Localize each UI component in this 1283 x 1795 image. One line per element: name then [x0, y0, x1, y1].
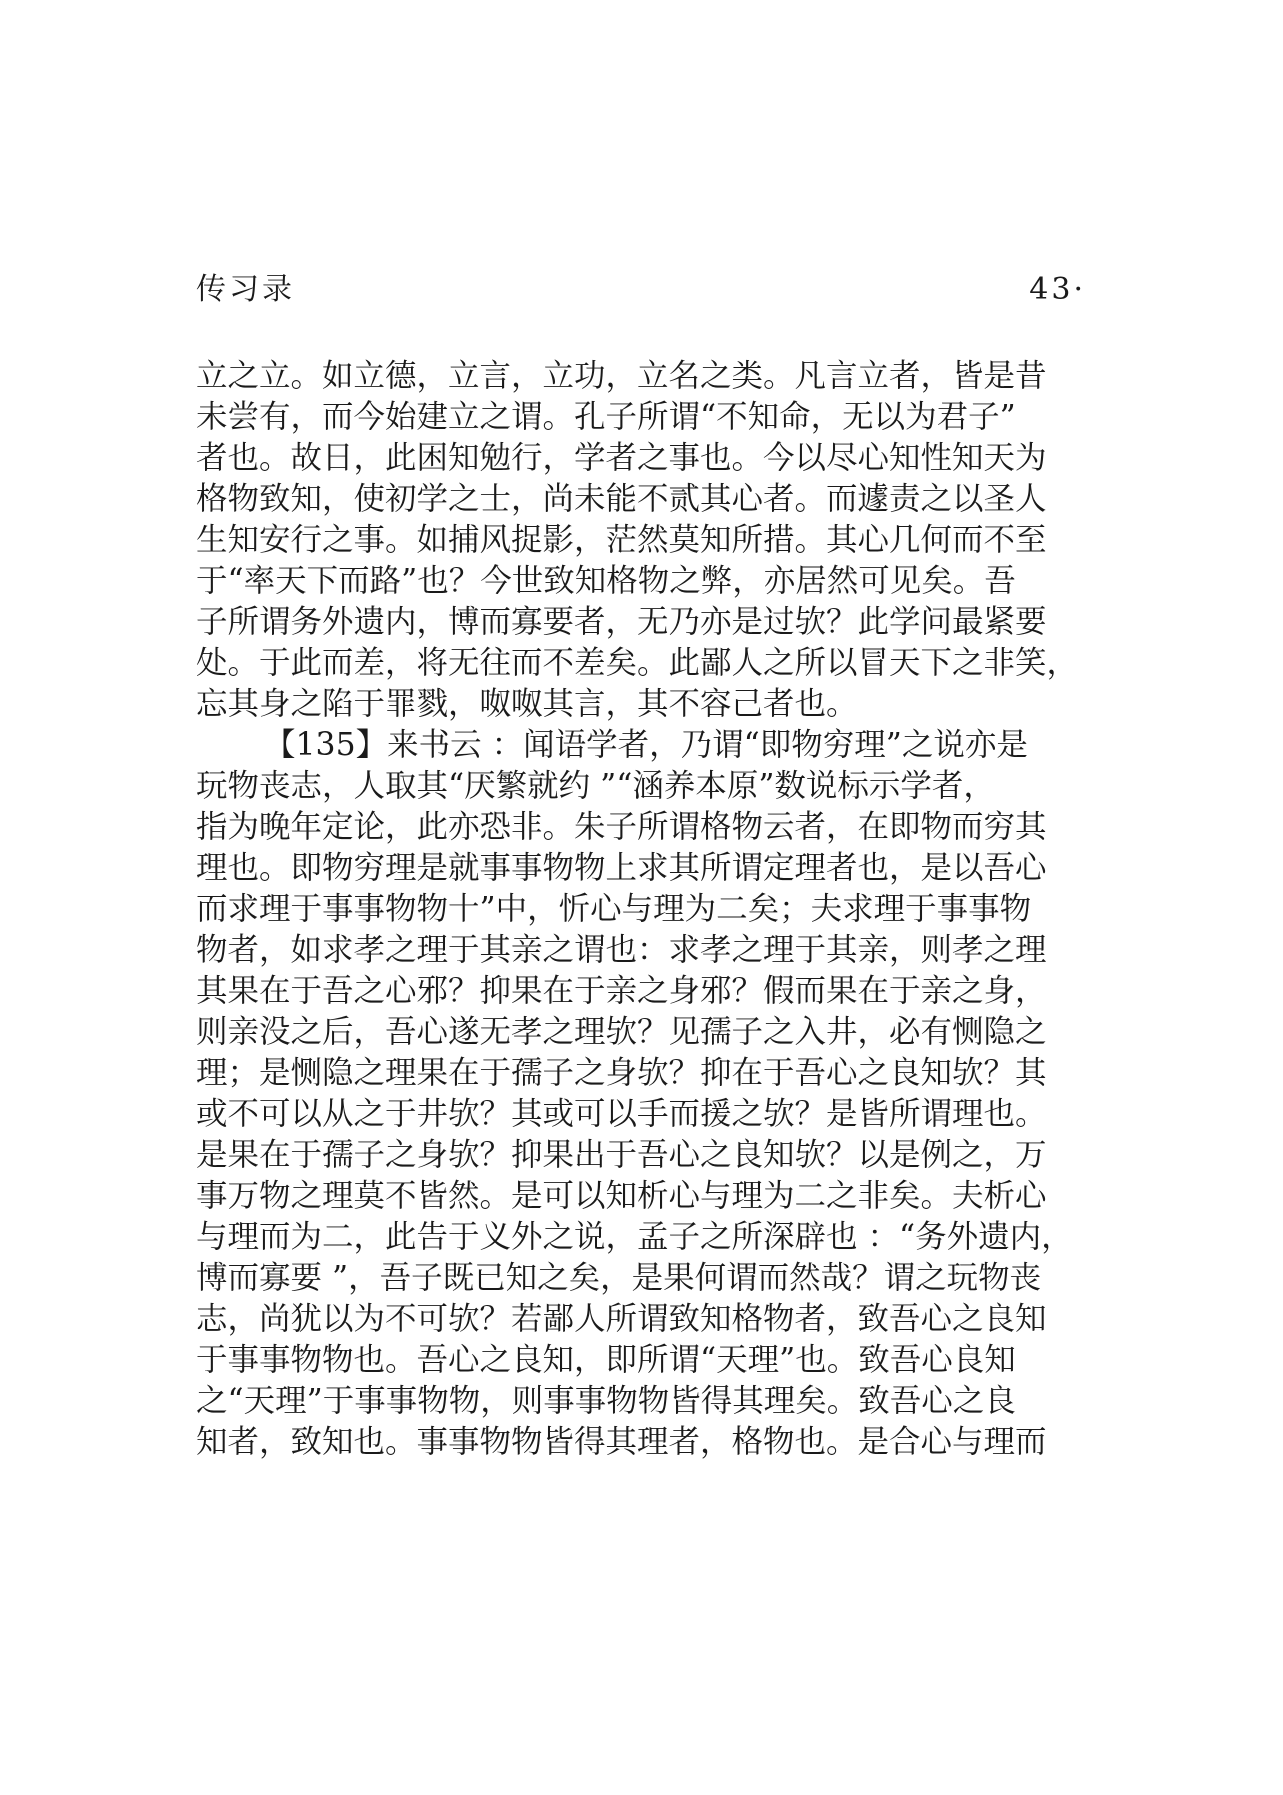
text-line: 指为晚年定论，此亦恐非。朱子所谓格物云者，在即物而穷其	[196, 809, 1047, 845]
text-line: 与理而为二，此告于义外之说，孟子之所深辟也 ：“务外遗内，	[196, 1219, 1073, 1255]
text-line: 格物致知，使初学之士，尚未能不贰其心者。而遽责之以圣人	[196, 481, 1047, 517]
paragraph-start-line: 【135】来书云 ：闻语学者，乃谓“即物穷理”之说亦是	[264, 727, 1028, 763]
text-line: 或不可以从之于井欤？其或可以手而援之欤？是皆所谓理也。	[196, 1096, 1047, 1132]
body-text	[196, 356, 1096, 1463]
text-line: 之“天理”于事事物物，则事事物物皆得其理矣。致吾心之良	[196, 1383, 1016, 1419]
text-line: 忘其身之陷于罪戮，呶呶其言，其不容己者也。	[196, 686, 858, 722]
book-title: 传习录	[196, 272, 295, 307]
text-line: 志，尚犹以为不可欤？若鄙人所谓致知格物者，致吾心之良知	[196, 1301, 1047, 1337]
text-line: 知者，致知也。事事物物皆得其理者，格物也。是合心与理而	[196, 1424, 1047, 1460]
page-number: 43·	[1029, 272, 1086, 307]
text-line: 理也。即物穷理是就事事物物上求其所谓定理者也，是以吾心	[196, 850, 1047, 886]
text-line: 未尝有，而今始建立之谓。孔子所谓“不知命，无以为君子”	[196, 399, 1016, 435]
text-line: 是果在于孺子之身欤？抑果出于吾心之良知欤？以是例之，万	[196, 1137, 1047, 1173]
text-line: 者也。故日，此困知勉行，学者之事也。今以尽心知性知天为	[196, 440, 1047, 476]
text-line: 物者，如求孝之理于其亲之谓也：求孝之理于其亲，则孝之理	[196, 932, 1047, 968]
text-line: 立之立。如立德，立言，立功，立名之类。凡言立者，皆是昔	[196, 358, 1047, 394]
text-line: 其果在于吾之心邪？抑果在于亲之身邪？假而果在于亲之身，	[196, 973, 1047, 1009]
text-line: 玩物丧志，人取其“厌繁就约 ”“涵养本原”数说标示学者，	[196, 768, 995, 804]
text-line: 则亲没之后，吾心遂无孝之理欤？见孺子之入井，必有恻隐之	[196, 1014, 1047, 1050]
text-line: 而求理于事事物物十”中，忻心与理为二矣；夫求理于事事物	[196, 891, 1032, 927]
text-line: 子所谓务外遗内，博而寡要者，无乃亦是过欤？此学问最紧要	[196, 604, 1047, 640]
text-line: 于“率天下而路”也？今世致知格物之弊，亦居然可见矣。吾	[196, 563, 1016, 599]
page-header	[196, 270, 1086, 310]
text-line: 理；是恻隐之理果在于孺子之身欤？抑在于吾心之良知欤？其	[196, 1055, 1047, 1091]
text-line: 生知安行之事。如捕风捉影，茫然莫知所措。其心几何而不至	[196, 522, 1047, 558]
text-line: 博而寡要 ”，吾子既已知之矣，是果何谓而然哉？谓之玩物丧	[196, 1260, 1042, 1296]
text-line: 事万物之理莫不皆然。是可以知析心与理为二之非矣。夫析心	[196, 1178, 1047, 1214]
text-line: 于事事物物也。吾心之良知，即所谓“天理”也。致吾心良知	[196, 1342, 1016, 1378]
text-line: 处。于此而差，将无往而不差矣。此鄙人之所以冒天下之非笑，	[196, 645, 1079, 681]
